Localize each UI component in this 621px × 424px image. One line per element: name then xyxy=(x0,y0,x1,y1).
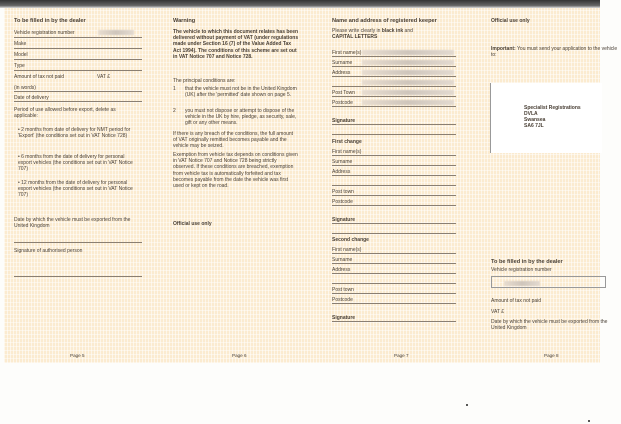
field-line xyxy=(14,242,142,243)
field-line xyxy=(332,96,456,97)
field-line xyxy=(332,66,456,67)
field-line xyxy=(332,175,456,176)
amount-label: Amount of tax not paid xyxy=(491,298,542,304)
field-line xyxy=(332,106,456,107)
field-line xyxy=(332,205,456,206)
page-number: Page 5 xyxy=(70,353,85,358)
bullet-2-months: • 2 months from date of delivery for NMT period for 'Export' (the conditions set out in VAT Notice 728) xyxy=(18,127,131,140)
field-line xyxy=(14,70,142,71)
important-text: You must send your application to the vehicle to: xyxy=(491,46,618,59)
bullet-12-months: • 12 months from the date of delivery for personal export vehicles (the conditions set out in VAT Notice 707) xyxy=(18,180,133,199)
scan-speck xyxy=(588,420,590,422)
address-line: SA6 7JL xyxy=(524,123,544,129)
condition-2: you must not dispose or attempt to dispose of the vehicle in the UK by hire, pledge, as security, sale, gift or any other means. xyxy=(185,108,297,127)
postcode-label: Postcode xyxy=(332,199,353,205)
post-town-label: Post town xyxy=(332,287,354,293)
instr-text: Please write clearly in xyxy=(332,28,382,34)
address-line: DVLA xyxy=(524,111,538,117)
page-number: Page 8 xyxy=(544,353,559,358)
item-number: 2 xyxy=(173,108,176,114)
vat-label: VAT £ xyxy=(491,309,505,315)
first-change-title: First change xyxy=(332,139,362,145)
postcode-label: Postcode xyxy=(332,297,353,303)
field-line xyxy=(332,253,456,254)
address-line: Swansea xyxy=(524,117,546,123)
field-line xyxy=(332,124,456,125)
instr-text: and xyxy=(403,28,413,34)
field-line xyxy=(332,303,456,304)
field-line xyxy=(332,283,456,284)
dealer-title: To be filled in by the dealer xyxy=(14,18,86,24)
page-6 xyxy=(160,8,310,363)
form-sheet xyxy=(4,8,618,363)
vat-label: VAT £ xyxy=(97,74,111,80)
scanner-edge xyxy=(0,0,600,8)
page-7 xyxy=(316,8,476,363)
period-intro: Period of use allowed before export, delete as applicable: xyxy=(14,107,116,120)
official-use-label: Official use only xyxy=(491,18,530,24)
signature-label: Signature xyxy=(332,118,356,124)
address-label: Address xyxy=(332,169,351,175)
field-line xyxy=(332,321,456,322)
page-number: Page 7 xyxy=(394,353,409,358)
field-line xyxy=(332,155,456,156)
redacted-text xyxy=(362,80,454,85)
redacted-text xyxy=(362,50,454,55)
item-number: 1 xyxy=(173,86,176,92)
field-line xyxy=(14,37,142,38)
divider xyxy=(332,233,456,234)
address-line: Specialist Registrations xyxy=(524,105,581,111)
field-line xyxy=(332,263,456,264)
signature-label: Signature xyxy=(332,315,356,321)
address-label: Address xyxy=(332,267,351,273)
redacted-text xyxy=(362,100,454,105)
field-line xyxy=(332,293,456,294)
amount-label: Amount of tax not paid xyxy=(14,74,65,80)
principal-label: The principal conditions are: xyxy=(173,78,236,84)
field-line xyxy=(332,185,456,186)
delivery-label: Date of delivery xyxy=(14,95,49,101)
reg-label: Vehicle registration number xyxy=(14,30,75,36)
redacted-text xyxy=(362,90,454,95)
model-label: Model xyxy=(14,52,28,58)
field-line xyxy=(332,56,456,57)
field-line xyxy=(14,91,142,92)
important-note xyxy=(491,46,621,58)
type-label: Type xyxy=(14,63,25,69)
redacted-reg xyxy=(504,281,540,286)
breach-para: If there is any breach of the conditions, the full amount of VAT originally remitted becomes payable and the vehicle may be seized. xyxy=(173,131,294,150)
scan-speck xyxy=(466,404,468,406)
export-date-label: Date by which the vehicle must be exported from the United Kingdom xyxy=(14,217,131,230)
signature-label: Signature xyxy=(332,217,356,223)
make-label: Make xyxy=(14,41,27,47)
export-date-label: Date by which the vehicle must be exported from the United Kingdom xyxy=(491,319,608,332)
page-number: Page 6 xyxy=(232,353,247,358)
field-line xyxy=(332,223,456,224)
warning-title: Warning xyxy=(173,18,196,24)
field-line xyxy=(332,76,456,77)
post-town-label: Post Town xyxy=(332,90,355,96)
field-line xyxy=(14,101,142,102)
instr-bold: black ink xyxy=(381,28,404,34)
redacted-text xyxy=(362,60,454,65)
reg-label: Vehicle registration number xyxy=(491,267,552,273)
dealer-title: To be filled in by the dealer xyxy=(491,259,563,265)
field-line xyxy=(332,195,456,196)
divider xyxy=(332,134,456,135)
surname-label: Surname xyxy=(332,60,353,66)
field-line xyxy=(332,86,456,87)
exemption-para: Exemption from vehicle tax depends on conditions given in VAT Notice 707 and Notice 728 being strictly observed. If these conditions are breached, exemption from vehicle tax is automatically forfeited and tax becomes payable from the date the vehicle was first used or kept on the road. xyxy=(173,152,298,190)
warning-para: The vehicle to which this document relates has been delivered without payment of VAT (under regulations made under Section 16 (7) of the Value Added Tax Act 1994). The conditions of this scheme are set out in VAT Notice 707 and Notice 728. xyxy=(173,29,299,60)
address-label: Address xyxy=(332,70,351,76)
field-line xyxy=(14,276,142,277)
keeper-title: Name and address of registered keeper xyxy=(332,18,437,24)
postcode-label: Postcode xyxy=(332,100,353,106)
official-use-label: Official use only xyxy=(173,221,212,227)
second-change-title: Second change xyxy=(332,237,369,243)
important-bold: Important: xyxy=(491,46,516,52)
bullet-6-months: • 6 months from the date of delivery for personal export vehicles (the conditions set out in VAT Notice 707) xyxy=(18,154,133,173)
post-town-label: Post town xyxy=(332,189,354,195)
field-line xyxy=(14,59,142,60)
redacted-text xyxy=(362,70,454,75)
page-8 xyxy=(480,8,618,363)
field-line xyxy=(332,165,456,166)
field-line xyxy=(332,273,456,274)
page-5 xyxy=(4,8,154,363)
instr-capitals: CAPITAL LETTERS xyxy=(332,34,378,40)
condition-1: that the vehicle must not be in the United Kingdom (UK) after the 'permitted' date shown on page 5. xyxy=(185,86,297,99)
field-line xyxy=(14,48,142,49)
first-name-label: First name(s) xyxy=(332,50,362,56)
first-name-label: First name(s) xyxy=(332,149,362,155)
signature-label: Signature of authorised person xyxy=(14,248,83,254)
surname-label: Surname xyxy=(332,257,353,263)
address-window xyxy=(490,83,602,153)
surname-label: Surname xyxy=(332,159,353,165)
first-name-label: First name(s) xyxy=(332,247,362,253)
reg-box xyxy=(491,276,606,288)
redacted-reg xyxy=(98,30,134,35)
words-label: (in words) xyxy=(14,85,36,91)
